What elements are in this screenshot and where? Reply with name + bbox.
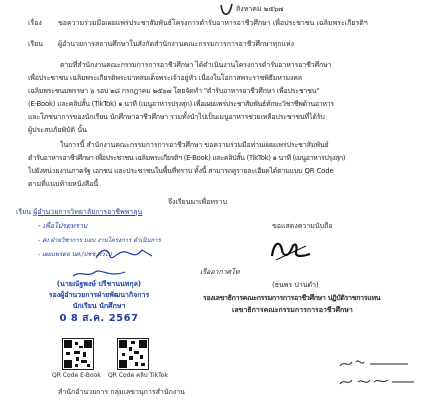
subject-text: ขอความร่วมมือเผยแพร่ประชาสัมพันธ์โครงการตำรับอาหารอาชีวศึกษา เพื่อประชาชน เฉลิมพระเกียรติฯ <box>58 19 368 27</box>
regards-text: ขอแสดงความนับถือ <box>272 222 333 230</box>
body-line: และโภชนาการของนักเรียน นักศึกษาอาชีวศึกษา รวมทั้งนำไปเป็นเมนูอาหารช่วยเหลือประชาชนที่ได้รับ <box>28 113 325 121</box>
signer-name: (ธนพร ปานดำ) <box>272 281 319 289</box>
body-line: ไปยังหน่วยงานภาครัฐ เอกชน และประชาชนในพื้นที่ทราบ ทั้งนี้ สามารถดูรายละเอียดได้ตามแบบ QR Code <box>28 167 334 175</box>
qr-code-tiktok <box>117 338 149 370</box>
body-paragraph-2 <box>28 141 416 189</box>
stamp-line-name: (นายณัฐพงษ์ ปรีชานนทกุล) <box>56 280 142 288</box>
signer-rank: เรืออากาศโท <box>200 268 240 276</box>
body-line: ตำรับอาหารอาชีวศึกษา เพื่อประชาชน เฉลิมพระเกียรติฯ (E-Book) และคลิปสั้น (TikTok) ๑ นาที (เมนูอาหารปรุงสุก) <box>28 154 346 162</box>
stamp-line-position: รองผู้อำนวยการฝ่ายพัฒนากิจการ <box>48 291 150 299</box>
signer-title-1: รองเลขาธิการคณะกรรมการการอาชีวศึกษา ปฏิบัติราชการแทน <box>203 294 381 302</box>
qr-label-ebook: QR Code E-Book <box>52 372 101 379</box>
recipient-label: เรียน <box>28 40 44 48</box>
body-line: ในการนี้ สำนักงานคณะกรรมการการอาชีวศึกษา ขอความร่วมมือท่านเผยแพร่ประชาสัมพันธ์ <box>60 141 329 149</box>
body-line: เพื่อประชาชน เฉลิมพระเกียรติพระบาทสมเด็จพระเจ้าอยู่หัว เนื่องในโอกาสพระราชพิธีมหามงคล <box>28 74 302 82</box>
annotation-to-text: ผู้อำนวยการวิทยาลัยการอาชีพพาลุน <box>33 208 143 216</box>
annotation-to <box>16 208 196 217</box>
body-line: (E-Book) และคลิปสั้น (TikTok) ๑ นาที (เมนูอาหารปรุงสุก) เพื่อเผยแพร่ประชาสัมพันธ์ทักษะวิชาชีพด้านอาหาร <box>28 100 334 108</box>
signer-signature <box>266 236 316 264</box>
stamp-date: 0 8 ส.ค. 2567 <box>59 313 139 324</box>
letter-date: สิงหาคม ๒๕๖๗ <box>236 5 284 13</box>
signer-title-2: เลขาธิการคณะกรรมการการอาชีวศึกษา <box>232 306 353 314</box>
receiving-stamp <box>14 268 184 325</box>
stamp-line-unit: นักเรียน นักศึกษา <box>72 302 126 310</box>
annotation-line: - ส่ง ฝ่ายวิชาการ มอบ งานโครงการ ดำเนินการ <box>38 237 161 244</box>
handwritten-date-number <box>218 2 234 18</box>
annotation-line: - เพื่อโปรดทราบ <box>38 222 88 230</box>
subject-label: เรื่อง <box>28 19 42 27</box>
annotation-line: - เผยแพร่ต่อ นศ./ปชช.ทั่วไป <box>38 251 112 258</box>
recipient-text: ผู้อำนวยการสถานศึกษาในสังกัดสำนักงานคณะกรรมการการอาชีวศึกษาทุกแห่ง <box>58 40 295 48</box>
body-paragraph-1 <box>28 61 416 135</box>
footer-office: สำนักอำนวยการ กลุ่มเลขานุการสำนักงาน <box>58 388 185 396</box>
body-line: ตามที่สำนักงานคณะกรรมการการอาชีวศึกษา ได้ดำเนินงานโครงการตำรับอาหารอาชีวศึกษา <box>60 61 332 69</box>
annotation-to-label: เรียน <box>16 208 32 216</box>
body-line: เฉลิมพระชนมพรรษา ๖ รอบ ๒๘ กรกฎาคม ๒๕๖๗ โดยจัดทำ "ตำรับอาหารอาชีวศึกษา เพื่อประชาชน" <box>28 87 320 95</box>
stamp-signature <box>69 268 129 280</box>
body-line: ผู้ประสบภัยพิบัติ นั้น <box>28 126 87 134</box>
initials-handwriting <box>336 352 420 392</box>
body-line: ตามที่แนบท้ายหนังสือนี้ <box>28 180 99 188</box>
closing-text: จึงเรียนมาเพื่อทราบ <box>168 198 228 206</box>
qr-code-ebook <box>62 338 94 370</box>
annotation-signature <box>92 244 162 264</box>
qr-label-tiktok: QR Code คลิป TikTok <box>108 372 168 379</box>
